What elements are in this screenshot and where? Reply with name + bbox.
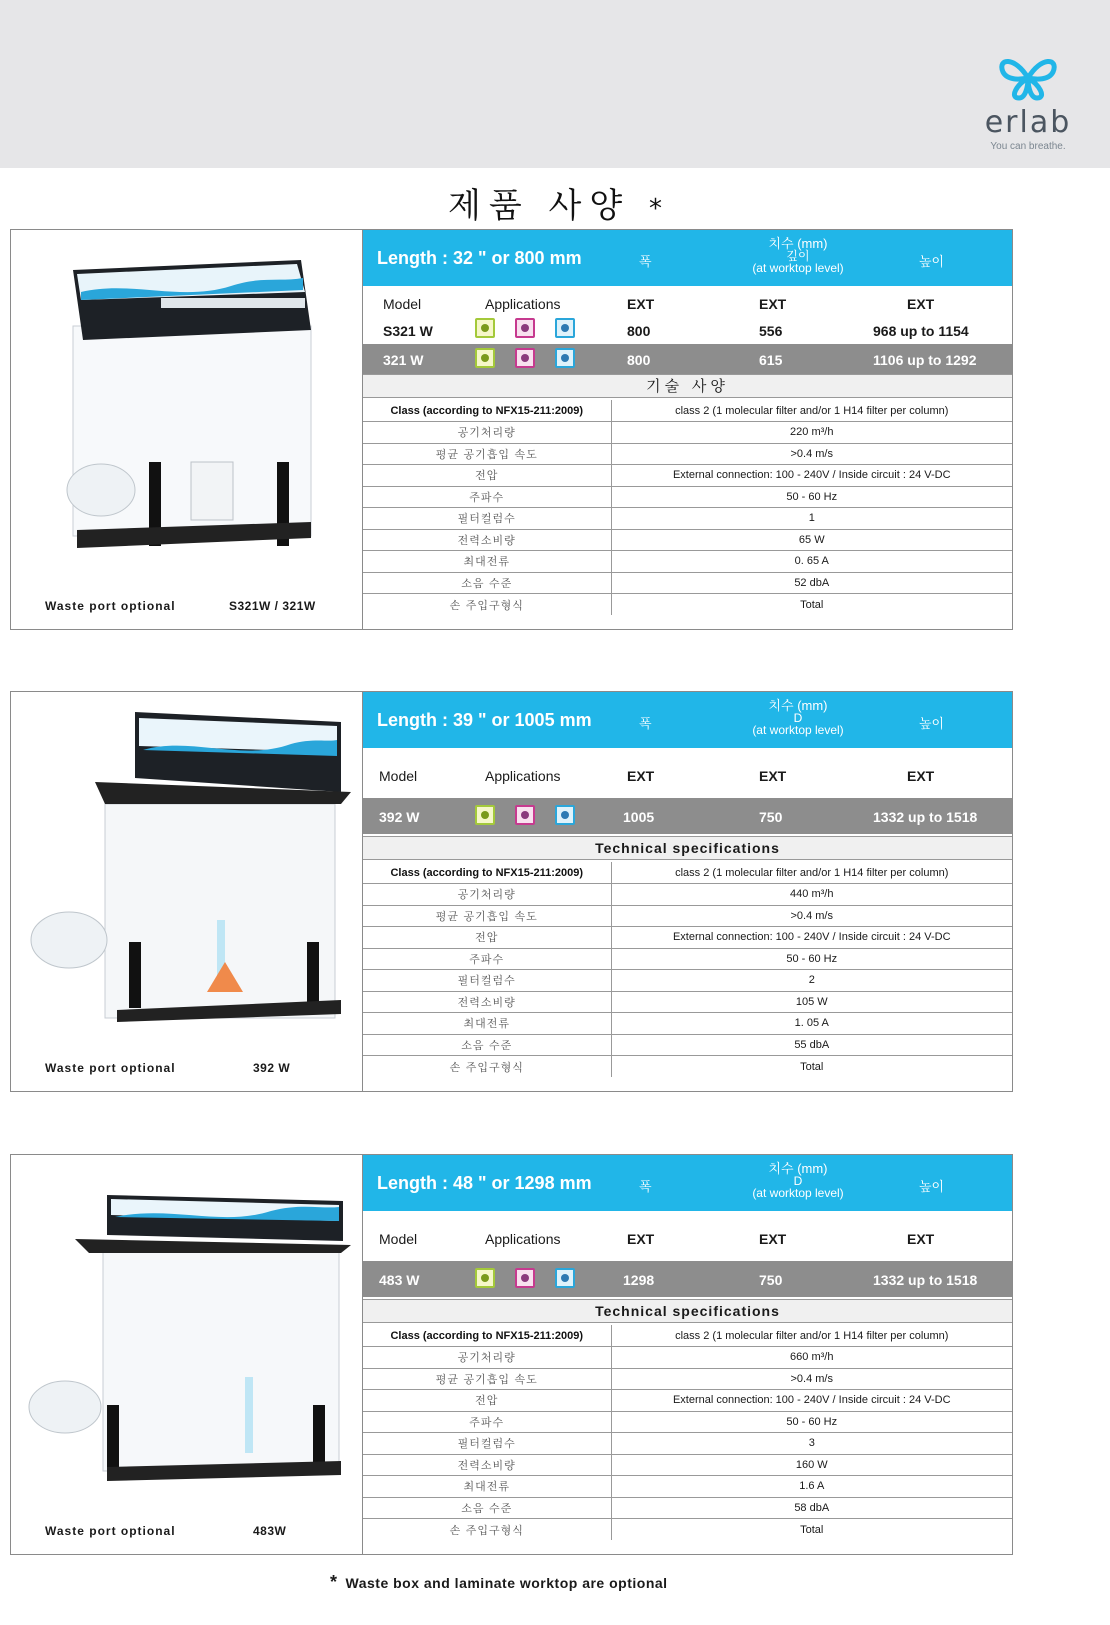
spec-row — [363, 970, 1012, 992]
spec-value: External connection: 100 - 240V / Inside circuit : 24 V-DC — [611, 465, 1012, 487]
spec-row — [363, 422, 1012, 444]
spec-label: 전압 — [363, 465, 611, 487]
spec-section-1298 — [10, 1154, 1013, 1555]
spec-row — [363, 1497, 1012, 1519]
ext-width-value: 1298 — [623, 1272, 655, 1288]
spec-value: 440 m³/h — [611, 884, 1012, 906]
ext-width-header: EXT — [627, 768, 655, 784]
microbiology-application-icon — [555, 805, 575, 825]
footnote-text: Waste box and laminate worktop are optional — [345, 1575, 668, 1591]
spec-row — [363, 1454, 1012, 1476]
applications-col-header: Applications — [485, 768, 561, 784]
spec-value: >0.4 m/s — [611, 1368, 1012, 1390]
model-caption: 483W — [253, 1524, 287, 1538]
spec-row — [363, 486, 1012, 508]
spec-label: 전력소비량 — [363, 991, 611, 1013]
model-col-header: Model — [383, 296, 422, 312]
ext-depth-value: 750 — [759, 809, 783, 825]
ext-height-value: 1332 up to 1518 — [873, 809, 978, 825]
model-caption: 392 W — [253, 1061, 291, 1075]
spec-row — [363, 927, 1012, 949]
width-label: 폭 — [639, 1179, 652, 1194]
width-label: 폭 — [639, 716, 652, 731]
model-col-header: Model — [379, 768, 418, 784]
ext-height-header: EXT — [907, 768, 935, 784]
spec-value: class 2 (1 molecular filter and/or 1 H14 filter per column) — [611, 1325, 1012, 1347]
ext-width-header: EXT — [627, 296, 655, 312]
spec-row — [363, 400, 1012, 422]
length-label: Length : 48 " or 1298 mm — [377, 1173, 592, 1193]
height-label: 높이 — [919, 716, 945, 731]
spec-label: 공기처리량 — [363, 884, 611, 906]
title-asterisk: * — [649, 194, 662, 224]
spec-label: 주파수 — [363, 486, 611, 508]
waste-port-caption: Waste port optional — [45, 1524, 176, 1538]
spec-label: 평균 공기흡입 속도 — [363, 1368, 611, 1390]
spec-value: External connection: 100 - 240V / Inside circuit : 24 V-DC — [611, 1390, 1012, 1412]
ext-height-header: EXT — [907, 1231, 935, 1247]
spec-value: 160 W — [611, 1454, 1012, 1476]
spec-panel — [363, 692, 1012, 1091]
tech-spec-title: Technical specifications — [363, 836, 1012, 860]
spec-value: 50 - 60 Hz — [611, 1411, 1012, 1433]
fume-hood-image — [11, 1155, 363, 1515]
model-caption: S321W / 321W — [229, 599, 316, 613]
ext-height-value: 1332 up to 1518 — [873, 1272, 978, 1288]
spec-value: Total — [800, 1060, 824, 1073]
butterfly-icon — [995, 54, 1061, 102]
spec-row — [363, 862, 1012, 884]
column-header-row — [363, 764, 1012, 788]
spec-section-1005 — [10, 691, 1013, 1092]
spec-label: 소음 수준 — [363, 1497, 611, 1519]
dimension-header — [723, 700, 873, 736]
worktop-note: (at worktop level) — [752, 723, 844, 737]
logo-wordmark: erlab — [984, 105, 1072, 140]
spec-value: 1. 05 A — [611, 1013, 1012, 1035]
length-header — [363, 692, 1012, 748]
spec-row — [363, 1325, 1012, 1347]
spec-label: Class (according to NFX15-211:2009) — [363, 862, 611, 884]
spec-table — [363, 400, 1012, 615]
spec-row — [363, 529, 1012, 551]
ext-width-value: 800 — [627, 352, 651, 368]
length-label: Length : 32 " or 800 mm — [377, 248, 582, 268]
spec-value: 1.6 A — [611, 1476, 1012, 1498]
waste-port-caption: Waste port optional — [45, 1061, 176, 1075]
spec-value: 3 — [611, 1433, 1012, 1455]
spec-label: 최대전류 — [363, 1476, 611, 1498]
chemistry-application-icon — [515, 348, 535, 368]
dims-label: 치수 (mm) — [768, 1161, 828, 1176]
model-row-highlight — [363, 798, 1012, 834]
spec-label: 필터컬럼수 — [363, 1433, 611, 1455]
spec-row — [363, 1056, 1012, 1078]
ext-height-header: EXT — [907, 296, 935, 312]
spec-label: 필터컬럼수 — [363, 970, 611, 992]
spec-value: >0.4 m/s — [611, 443, 1012, 465]
weighing-application-icon — [475, 348, 495, 368]
spec-value: 50 - 60 Hz — [611, 948, 1012, 970]
model-col-header: Model — [379, 1231, 418, 1247]
model-name: 321 W — [383, 352, 424, 368]
logo-tagline: You can breathe. — [990, 141, 1066, 152]
dimension-header — [723, 238, 873, 274]
worktop-note: (at worktop level) — [752, 261, 844, 275]
spec-panel — [363, 1155, 1012, 1554]
ext-depth-header: EXT — [759, 768, 787, 784]
width-label: 폭 — [639, 254, 652, 269]
ext-width-value: 1005 — [623, 809, 655, 825]
spec-section-800 — [10, 229, 1013, 630]
erlab-logo[interactable] — [982, 54, 1074, 152]
model-name: 483 W — [379, 1272, 420, 1288]
spec-row — [363, 1433, 1012, 1455]
spec-row — [363, 465, 1012, 487]
spec-row — [363, 948, 1012, 970]
spec-label: 공기처리량 — [363, 1347, 611, 1369]
spec-value: External connection: 100 - 240V / Inside circuit : 24 V-DC — [611, 927, 1012, 949]
fume-hood-image — [11, 692, 363, 1052]
spec-label: 공기처리량 — [363, 422, 611, 444]
weighing-application-icon — [475, 318, 495, 338]
spec-value: >0.4 m/s — [611, 905, 1012, 927]
spec-table — [363, 1325, 1012, 1540]
applications-col-header: Applications — [485, 1231, 561, 1247]
height-label: 높이 — [919, 1179, 945, 1194]
spec-row — [363, 1347, 1012, 1369]
spec-row — [363, 1476, 1012, 1498]
spec-label: 소음 수준 — [363, 572, 611, 594]
spec-value: 52 dbA — [611, 572, 1012, 594]
depth-label: 깊이 — [786, 249, 810, 263]
spec-value: class 2 (1 molecular filter and/or 1 H14 filter per column) — [611, 862, 1012, 884]
spec-row — [363, 905, 1012, 927]
ext-depth-value: 750 — [759, 1272, 783, 1288]
spec-value: 55 dbA — [611, 1034, 1012, 1056]
spec-row — [363, 551, 1012, 573]
ext-depth-value: 556 — [759, 323, 783, 339]
length-label: Length : 39 " or 1005 mm — [377, 710, 592, 730]
model-name: S321 W — [383, 323, 433, 339]
chemistry-application-icon — [515, 1268, 535, 1288]
spec-label: Class (according to NFX15-211:2009) — [363, 400, 611, 422]
weighing-application-icon — [475, 805, 495, 825]
dimension-header — [723, 1163, 873, 1199]
dims-label: 치수 (mm) — [768, 236, 828, 251]
applications-col-header: Applications — [485, 296, 561, 312]
microbiology-application-icon — [555, 348, 575, 368]
spec-label: 손 주입구형식 — [363, 594, 611, 616]
spec-row — [363, 508, 1012, 530]
product-photo — [11, 692, 363, 1091]
ext-height-value: 1106 up to 1292 — [873, 352, 977, 368]
column-header-row — [363, 292, 1012, 316]
spec-value: 58 dbA — [611, 1497, 1012, 1519]
spec-value: 220 m³/h — [611, 422, 1012, 444]
ext-depth-header: EXT — [759, 1231, 787, 1247]
spec-label: 주파수 — [363, 948, 611, 970]
fume-hood-image — [11, 230, 363, 590]
spec-label: 주파수 — [363, 1411, 611, 1433]
microbiology-application-icon — [555, 318, 575, 338]
ext-depth-value: 615 — [759, 352, 783, 368]
page-header — [0, 0, 1110, 168]
microbiology-application-icon — [555, 1268, 575, 1288]
spec-label: 최대전류 — [363, 1013, 611, 1035]
spec-row — [363, 1013, 1012, 1035]
page-title — [0, 178, 1110, 227]
spec-row — [363, 1411, 1012, 1433]
spec-row — [363, 1368, 1012, 1390]
spec-row — [363, 1519, 1012, 1541]
tech-spec-title: 기술 사양 — [363, 374, 1012, 398]
ext-depth-header: EXT — [759, 296, 787, 312]
spec-value: 2 — [611, 970, 1012, 992]
model-name: 392 W — [379, 809, 420, 825]
spec-panel — [363, 230, 1012, 629]
spec-row — [363, 884, 1012, 906]
length-header — [363, 230, 1012, 286]
chemistry-application-icon — [515, 318, 535, 338]
product-photo — [11, 230, 363, 629]
ext-width-value: 800 — [627, 323, 651, 339]
weighing-application-icon — [475, 1268, 495, 1288]
page-title-text: 제품 사양 — [448, 186, 631, 226]
chemistry-application-icon — [515, 805, 535, 825]
spec-label: 손 주입구형식 — [363, 1519, 611, 1541]
depth-label: D — [793, 711, 803, 725]
spec-row — [363, 991, 1012, 1013]
spec-row — [363, 572, 1012, 594]
spec-label: 전력소비량 — [363, 529, 611, 551]
spec-value: 660 m³/h — [611, 1347, 1012, 1369]
product-photo — [11, 1155, 363, 1554]
spec-row — [363, 443, 1012, 465]
spec-value: class 2 (1 molecular filter and/or 1 H14 filter per column) — [611, 400, 1012, 422]
model-row — [363, 316, 1012, 344]
spec-value: Total — [800, 598, 824, 611]
spec-label: 전력소비량 — [363, 1454, 611, 1476]
ext-height-value: 968 up to 1154 — [873, 323, 969, 339]
depth-label: D — [793, 1174, 803, 1188]
worktop-note: (at worktop level) — [752, 1186, 844, 1200]
footnote-asterisk: * — [330, 1572, 338, 1592]
spec-value: 0. 65 A — [611, 551, 1012, 573]
spec-table — [363, 862, 1012, 1077]
spec-row — [363, 1390, 1012, 1412]
column-header-row — [363, 1227, 1012, 1251]
spec-value: 65 W — [611, 529, 1012, 551]
spec-row — [363, 594, 1012, 616]
tech-spec-title: Technical specifications — [363, 1299, 1012, 1323]
spec-label: 필터컬럼수 — [363, 508, 611, 530]
model-row-highlight — [363, 344, 1012, 374]
length-header — [363, 1155, 1012, 1211]
spec-label: 전압 — [363, 927, 611, 949]
dims-label: 치수 (mm) — [768, 698, 828, 713]
spec-label: 평균 공기흡입 속도 — [363, 905, 611, 927]
spec-value: 105 W — [611, 991, 1012, 1013]
spec-label: 전압 — [363, 1390, 611, 1412]
waste-port-caption: Waste port optional — [45, 599, 176, 613]
spec-value: 50 - 60 Hz — [611, 486, 1012, 508]
spec-label: 최대전류 — [363, 551, 611, 573]
spec-label: 평균 공기흡입 속도 — [363, 443, 611, 465]
spec-row — [363, 1034, 1012, 1056]
model-row-highlight — [363, 1261, 1012, 1297]
footnote — [330, 1572, 668, 1593]
spec-label: 소음 수준 — [363, 1034, 611, 1056]
height-label: 높이 — [919, 254, 945, 269]
ext-width-header: EXT — [627, 1231, 655, 1247]
spec-value: Total — [800, 1523, 824, 1536]
spec-label: Class (according to NFX15-211:2009) — [363, 1325, 611, 1347]
spec-label: 손 주입구형식 — [363, 1056, 611, 1078]
spec-value: 1 — [611, 508, 1012, 530]
